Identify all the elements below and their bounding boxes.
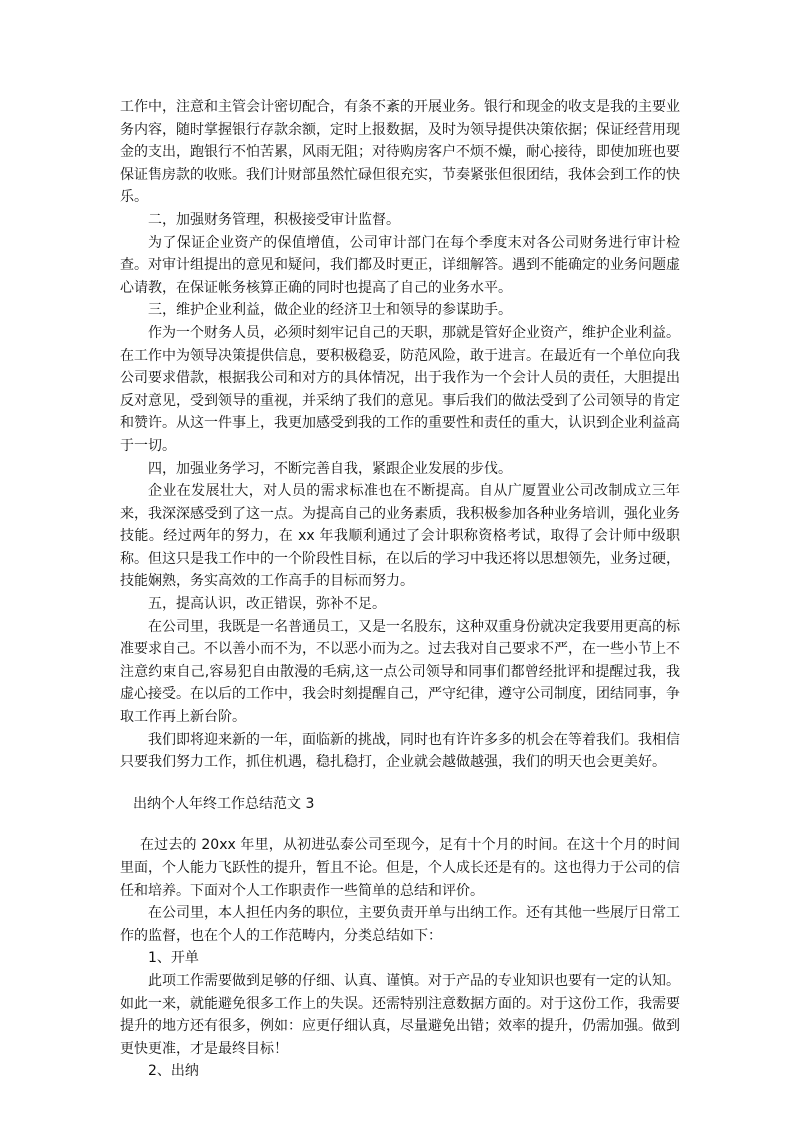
section-heading-4: 四，加强业务学习，不断完善自我，紧跟企业发展的步伐。: [148, 460, 512, 477]
paragraph: 企业在发展壮大，对人员的需求标准也在不断提高。自从广厦置业公司改制成立三年来，我深深感受到了这一点。为提高自己的业务素质，我积极参加各种业务培训，强化业务技能。经过两年的努力，在 xx 年我顺利通过了会计职称资格考试，取得了会计师中级职称。但这只是我工作中的一个阶段性目标，在以后的学习中我还将以思想领先，业务过硬，技能娴熟，务实高效的工作高手的目标而努力。: [120, 483, 680, 590]
paragraph: 作为一个财务人员，必须时刻牢记自己的天职，那就是管好企业资产，维护企业利益。在工作中为领导决策提供信息，要积极稳妥，防范风险，敢于进言。在最近有一个单位向我公司要求借款，根据我公司和对方的具体情况，出于我作为一个会计人员的责任，大胆提出反对意见，受到领导的重视，并采纳了我们的意见。事后我们的做法受到了公司领导的肯定和赞许。从这一件事上，我更加感受到我的工作的重要性和责任的重大，认识到企业利益高于一切。: [120, 324, 680, 454]
section-top: [120, 96, 680, 774]
paragraph: 为了保证企业资产的保值增值，公司审计部门在每个季度末对各公司财务进行审计检查。对审计组提出的意见和疑问，我们都及时更正，详细解答。遇到不能确定的业务问题虚心请教，在保证帐务核算正确的同时也提高了自己的业务水平。: [120, 234, 680, 296]
section-heading-5: 五，提高认识，改正错误，弥补不足。: [148, 596, 386, 613]
paragraph: 在公司里，本人担任内务的职位，主要负责开单与出纳工作。还有其他一些展厅日常工作的监督，也在个人的工作范畴内，分类总结如下：: [120, 905, 680, 944]
article-title: 出纳个人年终工作总结范文 3: [133, 795, 315, 812]
section-heading-3: 三，维护企业利益，做企业的经济卫士和领导的参谋助手。: [148, 302, 512, 319]
document-body: [120, 96, 680, 1083]
paragraph: 工作中，注意和主管会计密切配合，有条不紊的开展业务。银行和现金的收支是我的主要业务内容，随时掌握银行存款余额，定时上报数据，及时为领导提供决策依据；保证经营用现金的支出，跑银行不怕苦累，风雨无阻；对待购房客户不烦不燥，耐心接待，即使加班也要保证售房款的收账。我们计财部虽然忙碌但很充实，节奏紧张但很团结，我体会到工作的快乐。: [120, 99, 680, 206]
list-heading-cashier: 2、出纳: [148, 1063, 199, 1080]
section-heading-2: 二，加强财务管理，积极接受审计监督。: [148, 211, 400, 228]
list-heading-billing: 1、开单: [148, 950, 199, 967]
section-bottom: [120, 834, 680, 1083]
paragraph: 在公司里，我既是一名普通员工，又是一名股东，这种双重身份就决定我要用更高的标准要求自己。不以善小而不为，不以恶小而为之。过去我对自己要求不严，在一些小节上不注意约束自己,容易犯自由散漫的毛病,这一点公司领导和同事们都曾经批评和提醒过我，我虚心接受。在以后的工作中，我会时刻提醒自己，严守纪律，遵守公司制度，团结同事，争取工作再上新台阶。: [120, 618, 680, 726]
paragraph: 我们即将迎来新的一年，面临新的挑战，同时也有许许多多的机会在等着我们。我相信只要我们努力工作，抓住机遇，稳扎稳打，企业就会越做越强，我们的明天也会更美好。: [120, 731, 680, 771]
paragraph: 在过去的 20xx 年里，从初进弘泰公司至现今，足有十个月的时间。在这十个月的时间里面，个人能力飞跃性的提升，暂且不论。但是，个人成长还是有的。这也得力于公司的信任和培养。下面对个人工作职责作一些简单的总结和评价。: [120, 837, 680, 899]
paragraph: 此项工作需要做到足够的仔细、认真、谨慎。对于产品的专业知识也要有一定的认知。如此一来，就能避免很多工作上的失误。还需特别注意数据方面的。对于这份工作，我需要提升的地方还有很多，例如：应更仔细认真，尽量避免出错；效率的提升，仍需加强。做到更快更准，才是最终目标！: [120, 972, 680, 1057]
